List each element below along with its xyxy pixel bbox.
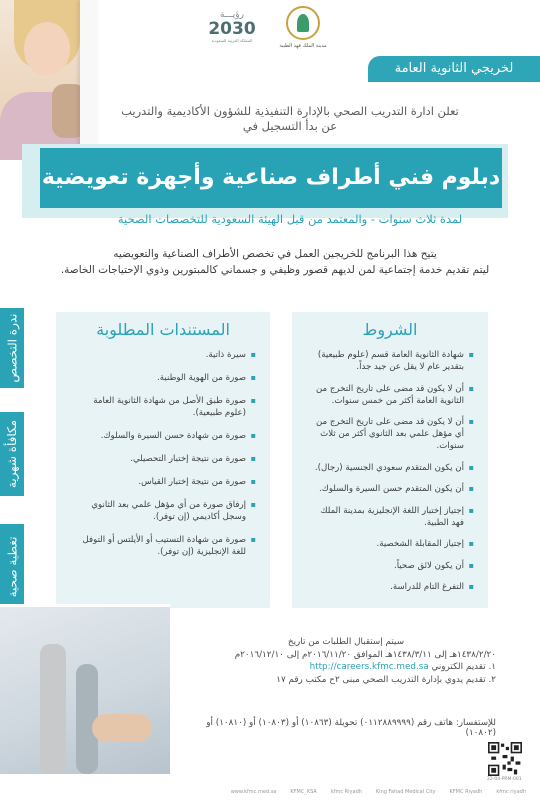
- documents-panel: [56, 312, 270, 608]
- footer-item[interactable]: KFMC Riyadh: [449, 789, 483, 795]
- footer-item[interactable]: kfmc riyadh: [496, 789, 526, 795]
- program-about: [50, 246, 500, 278]
- documents-list: [56, 349, 270, 558]
- footer-social: [0, 784, 540, 800]
- conditions-panel: [292, 312, 488, 608]
- side-tab-rarity: [0, 308, 24, 388]
- vision-year: 2030: [208, 19, 256, 39]
- condition-item: أن لا يكون قد مضى على تاريخ التخرج من الثانوية العامة أكثر من خمس سنوات. ▪: [306, 383, 474, 407]
- condition-item: أن يكون المتقدم حسن السيرة والسلوك. ▪: [306, 483, 474, 495]
- qr-code-icon[interactable]: [488, 742, 522, 776]
- document-item: صورة من نتيجة إختبار القياس. ▪: [70, 476, 256, 488]
- condition-item: أن لا يكون قد مضى على تاريخ التخرج من أي مؤهل علمي بعد الثانوي أكثر من ثلاث سنوات. ▪: [306, 416, 474, 452]
- photo-frame: [0, 604, 170, 774]
- girl-face: [24, 22, 70, 76]
- about-line-2: ليتم تقديم خدمة إجتماعية لمن لديهم قصور وظيفي و جسماني كالمبتورين وذوي الإحتياجات الخاصة.: [60, 264, 490, 276]
- condition-item: إجتياز إختبار اللغة الإنجليزية بمدينة الملك فهد الطبية. ▪: [306, 505, 474, 529]
- vision-2030-logo: [200, 10, 264, 56]
- side-tab-label: تغطية صحية: [5, 536, 19, 598]
- document-item: صورة من شهادة حسن السيرة والسلوك. ▪: [70, 430, 256, 442]
- condition-item: شهادة الثانوية العامة قسم (علوم طبيعية) بتقدير عام لا يقل عن جيد جداً. ▪: [306, 349, 474, 373]
- document-item: صورة من شهادة التستيب أو الأيلتس أو التوفل للغة الإنجليزية (إن توفر). ▪: [70, 534, 256, 558]
- documents-title: المستندات المطلوبة: [96, 320, 230, 339]
- document-item: صورة طبق الأصل من شهادة الثانوية العامة (علوم طبيعية). ▪: [70, 395, 256, 419]
- document-item: صورة من الهوية الوطنية. ▪: [70, 372, 256, 384]
- application-dates: ١٤٣٨/٢/٢٠هـ إلى ١٤٣٨/٣/١١هـ الموافق ٢٠١٦/١١/٢٠م إلى ٢٠١٦/١٢/١٠م: [234, 649, 496, 660]
- application-method-1: [196, 661, 496, 674]
- vision-sub: المملكة العربية السعودية: [211, 38, 253, 43]
- intro-line-1: تعلن ادارة التدريب الصحي بالإدارة التنفيذية للشؤون الأكاديمية والتدريب: [121, 104, 459, 118]
- kfmc-logo: [278, 6, 328, 62]
- footer-item[interactable]: www.kfmc.med.sa: [230, 789, 277, 795]
- application-info: [196, 636, 496, 686]
- side-tab-stipend: [0, 412, 24, 496]
- intro-text: [100, 104, 480, 134]
- program-title: دبلوم فني أطراف صناعية وأجهزة تعويضية: [40, 148, 502, 208]
- method-1-label: ١. تقديم الكتروني: [431, 662, 496, 673]
- intro-line-2: عن بدأ التسجيل في: [242, 119, 338, 133]
- side-tab-label: مكافأة شهرية: [5, 419, 19, 489]
- condition-item: التفرغ التام للدراسة. ▪: [306, 581, 474, 593]
- audience-ribbon: لخريجي الثانوية العامة: [368, 56, 540, 82]
- prosthetics-photo: [0, 604, 170, 774]
- document-item: صورة من نتيجة إختبار التحصيلي. ▪: [70, 453, 256, 465]
- contact-info: للإستفسار: هاتف رقم (٠١١٢٨٨٩٩٩٩) تحويلة (١٠٨٦٣) أو (١٠٨٠٣) أو (١٠٨١٠) أو (١٠٨٠٢): [206, 718, 496, 738]
- vision-top-text: رؤيـــة: [220, 10, 244, 20]
- side-tab-health: [0, 524, 24, 610]
- application-method-2: ٢. تقديم يدوي بإدارة التدريب الصحي مبنى ٢ح مكتب رقم ١٧: [276, 674, 496, 685]
- document-item: إرفاق صورة من أي مؤهل علمي بعد الثانوي وسجل أكاديمي (إن توفر). ▪: [70, 499, 256, 523]
- footer-item[interactable]: kfmc Riyadh: [330, 789, 362, 795]
- kfmc-name: مدينة الملك فهد الطبية: [279, 43, 327, 49]
- girl-photo: [0, 0, 92, 160]
- photo-card-edge: [80, 0, 98, 160]
- careers-link[interactable]: http://careers.kfmc.med.sa: [309, 662, 429, 673]
- document-item: سيرة ذاتية. ▪: [70, 349, 256, 361]
- program-duration: لمدة ثلاث سنوات - والمعتمد من قبل الهيئة السعودية للتخصصات الصحية: [117, 212, 463, 226]
- condition-item: أن يكون لائق صحياً. ▪: [306, 560, 474, 572]
- qr-code-label: 22-04-PRM-001: [487, 777, 522, 782]
- footer-item[interactable]: King Fahad Medical City: [375, 789, 436, 795]
- conditions-list: [292, 349, 488, 593]
- condition-item: إجتياز المقابلة الشخصية. ▪: [306, 538, 474, 550]
- application-title: سيتم إستقبال الطلبات من تاريخ: [287, 637, 405, 647]
- footer-item[interactable]: KFMC_KSA: [290, 789, 317, 795]
- about-line-1: يتيح هذا البرنامج للخريجين العمل في تخصص الأطراف الصناعية والتعويضيه: [113, 248, 437, 260]
- condition-item: أن يكون المتقدم سعودي الجنسية (رجال). ▪: [306, 462, 474, 474]
- kfmc-seal-icon: [286, 6, 320, 40]
- side-tab-label: ندرة التخصص: [5, 313, 19, 383]
- conditions-title: الشروط: [362, 320, 418, 339]
